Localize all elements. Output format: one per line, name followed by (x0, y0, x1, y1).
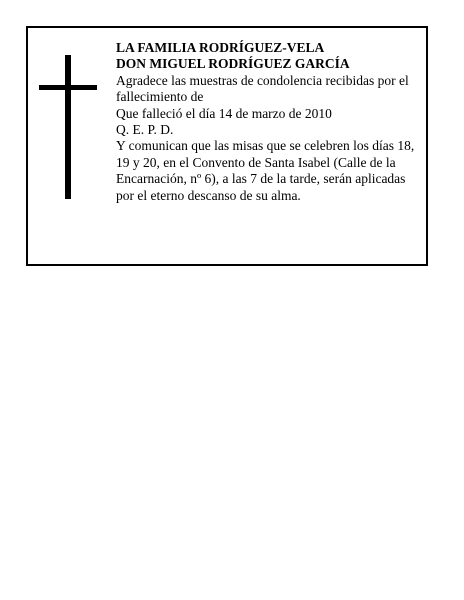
cross-horizontal-bar (39, 85, 97, 90)
obituary-notice (26, 26, 428, 266)
cross-vertical-bar (65, 55, 71, 199)
family-line: LA FAMILIA RODRÍGUEZ-VELA (116, 40, 325, 55)
deceased-name: DON MIGUEL RODRÍGUEZ GARCÍA (116, 56, 350, 72)
qepd-text: Q. E. P. D. (116, 122, 174, 138)
notice-text (116, 40, 422, 204)
masses-text: Y comunican que las misas que se celebren los días 18, 19 y 20, en el Convento de Santa Isabel (Calle de la Encarnación, nº 6), a las 7 de la tarde, serán aplicadas por el eterno descanso de su alma. (116, 138, 415, 203)
thanks-text: Agradece las muestras de condolencia recibidas por el fallecimiento de (116, 72, 409, 105)
death-date: Que falleció el día 14 de marzo de 2010 (116, 105, 332, 121)
cross-icon (39, 55, 97, 199)
